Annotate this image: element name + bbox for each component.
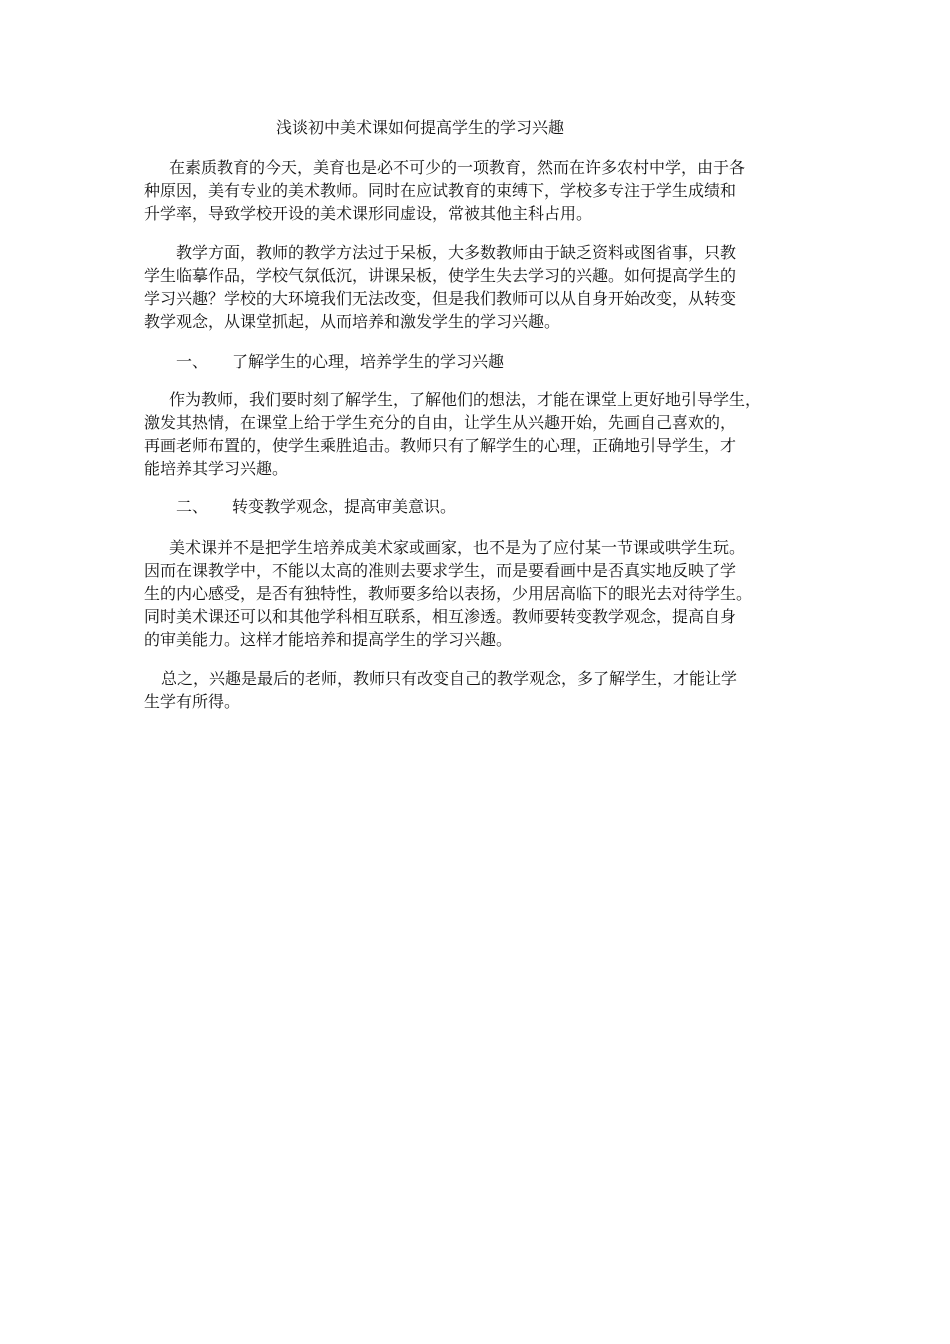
paragraph-conclusion	[144, 667, 814, 713]
paragraph-line: 种原因，美有专业的美术教师。同时在应试教育的束缚下，学校多专注于学生成绩和	[144, 181, 737, 200]
section-heading-1	[176, 351, 504, 373]
paragraph-line: 激发其热情，在课堂上给于学生充分的自由，让学生从兴趣开始，先画自己喜欢的，	[144, 413, 737, 432]
paragraph-line: 总之，兴趣是最后的老师，教师只有改变自己的教学观念，多了解学生，才能让学	[161, 669, 738, 688]
paragraph-line: 生的内心感受，是否有独特性，教师要多给以表扬，少用居高临下的眼光去对待学生。	[144, 584, 753, 603]
paragraph-line: 能培养其学习兴趣。	[144, 459, 289, 478]
paragraph-line: 教学观念，从课堂抓起，从而培养和激发学生的学习兴趣。	[144, 312, 561, 331]
heading-text: 了解学生的心理，培养学生的学习兴趣	[232, 352, 505, 371]
paragraph-teaching	[144, 241, 814, 333]
paragraph-line: 生学有所得。	[144, 692, 241, 711]
paragraph-line: 教学方面，教师的教学方法过于呆板，大多数教师由于缺乏资料或图省事，只教	[176, 243, 737, 262]
paragraph-section-2	[144, 536, 814, 651]
section-heading-2	[176, 496, 456, 518]
paragraph-line: 学习兴趣？学校的大环境我们无法改变，但是我们教师可以从自身开始改变，从转变	[144, 289, 737, 308]
paragraph-line: 因而在课教学中，不能以太高的准则去要求学生，而是要看画中是否真实地反映了学	[144, 561, 737, 580]
heading-number: 二、	[176, 497, 209, 516]
paragraph-line: 再画老师布置的，使学生乘胜追击。教师只有了解学生的心理，正确地引导学生，才	[144, 436, 737, 455]
paragraph-line: 学生临摹作品，学校气氛低沉，讲课呆板，使学生失去学习的兴趣。如何提高学生的	[144, 266, 737, 285]
paragraph-line: 作为教师，我们要时刻了解学生，了解他们的想法，才能在课堂上更好地引导学生，	[169, 390, 762, 409]
paragraph-intro	[144, 156, 814, 225]
heading-number: 一、	[176, 352, 209, 371]
heading-text: 转变教学观念，提高审美意识。	[232, 497, 457, 516]
paragraph-section-1	[144, 388, 814, 480]
paragraph-line: 同时美术课还可以和其他学科相互联系，相互渗透。教师要转变教学观念，提高自身	[144, 607, 737, 626]
paragraph-line: 在素质教育的今天，美育也是必不可少的一项教育，然而在许多农村中学，由于各	[169, 158, 746, 177]
paragraph-line: 美术课并不是把学生培养成美术家或画家，也不是为了应付某一节课或哄学生玩。	[169, 538, 746, 557]
paragraph-line: 升学率，导致学校开设的美术课形同虚设，常被其他主科占用。	[144, 204, 593, 223]
paragraph-line: 的审美能力。这样才能培养和提高学生的学习兴趣。	[144, 630, 513, 649]
document-title: 浅谈初中美术课如何提高学生的学习兴趣	[276, 118, 565, 137]
